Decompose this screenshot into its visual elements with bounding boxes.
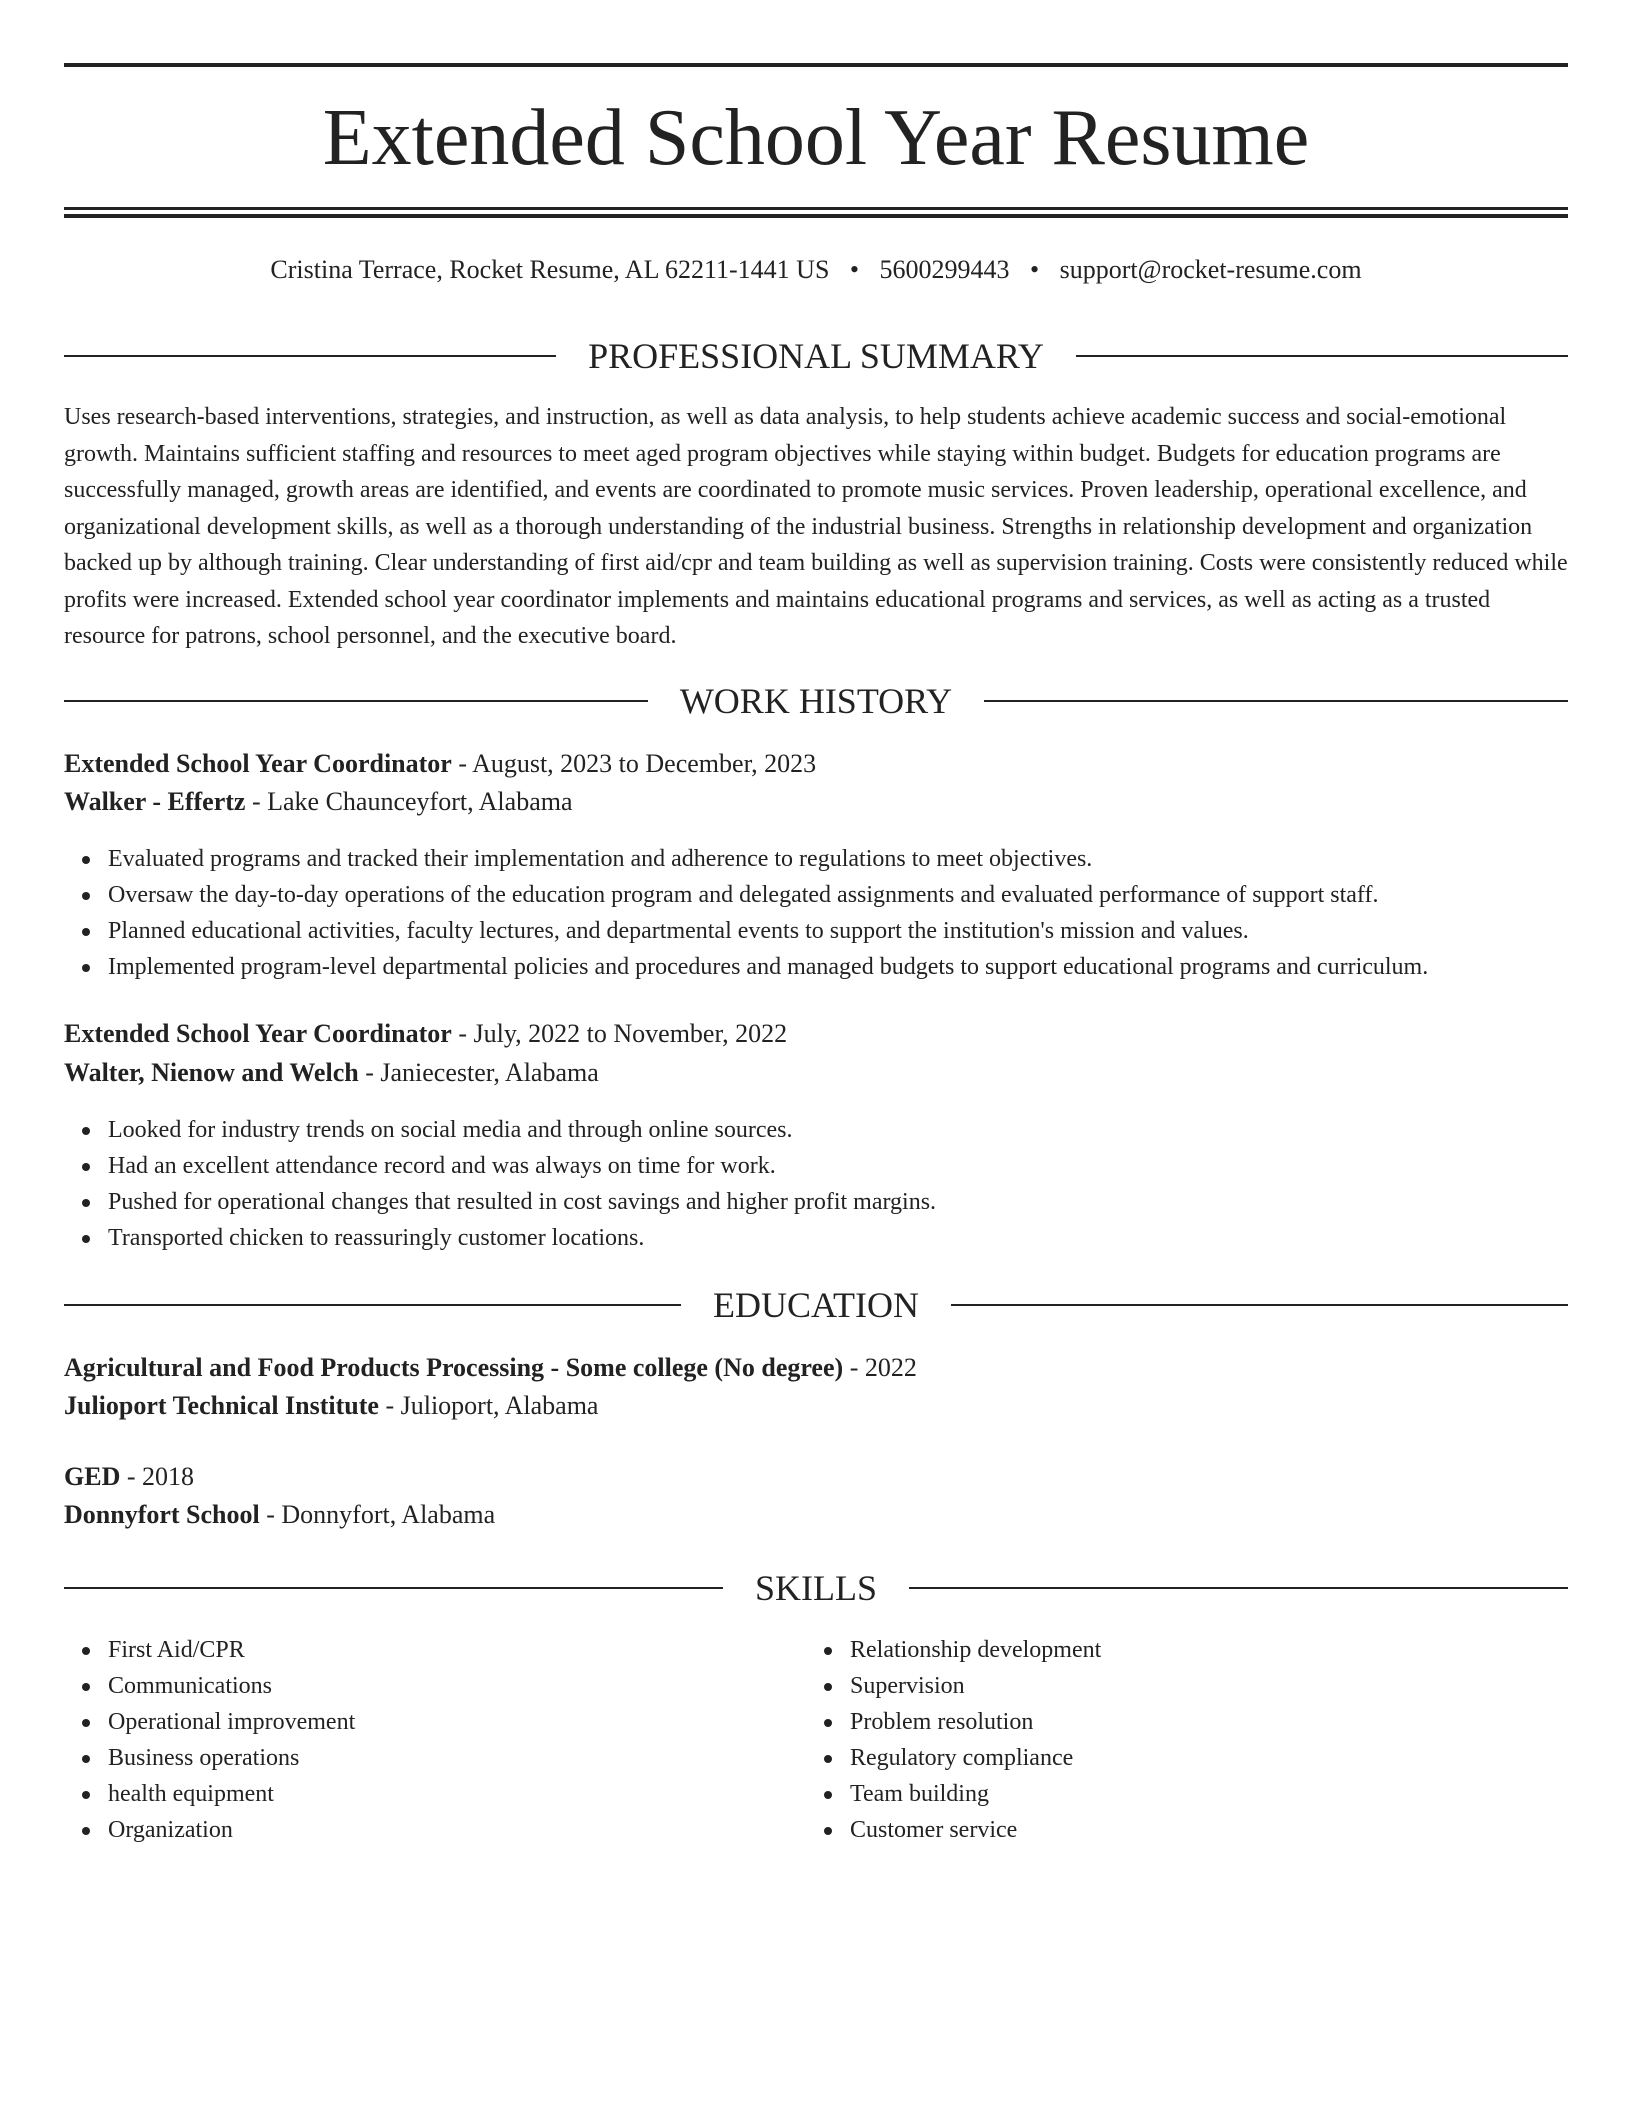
- contact-email: support@rocket-resume.com: [1059, 255, 1362, 284]
- education-year: - 2018: [120, 1462, 195, 1491]
- job-dates: - July, 2022 to November, 2022: [451, 1019, 788, 1048]
- skill-item: Customer service: [850, 1812, 1101, 1848]
- job-title: Extended School Year Coordinator: [64, 1019, 452, 1048]
- contact-address: Cristina Terrace, Rocket Resume, AL 62211-1441 US: [270, 255, 830, 284]
- skill-item: Organization: [108, 1812, 355, 1848]
- education-school: Julioport Technical Institute: [64, 1391, 379, 1420]
- skill-item: Operational improvement: [108, 1704, 355, 1740]
- skill-item: Problem resolution: [850, 1704, 1101, 1740]
- section-rule: [984, 700, 1568, 702]
- job-bullets: [108, 841, 1428, 985]
- section-header-summary: [64, 333, 1568, 379]
- job-company-line: [64, 784, 573, 820]
- education-year: - 2022: [843, 1353, 917, 1382]
- top-rule: [64, 63, 1568, 67]
- job-bullets: [108, 1112, 936, 1256]
- section-header-work: [64, 678, 1568, 724]
- list-item: Looked for industry trends on social media and through online sources.: [108, 1112, 936, 1148]
- list-item: Pushed for operational changes that resulted in cost savings and higher profit margins.: [108, 1184, 936, 1220]
- list-item: Oversaw the day-to-day operations of the education program and delegated assignments and evaluated performance of support staff.: [108, 877, 1428, 913]
- section-rule: [64, 355, 556, 357]
- section-rule: [64, 700, 648, 702]
- section-rule: [64, 1587, 723, 1589]
- skill-item: health equipment: [108, 1776, 355, 1812]
- list-item: Evaluated programs and tracked their implementation and adherence to regulations to meet objectives.: [108, 841, 1428, 877]
- education-location: - Donnyfort, Alabama: [259, 1500, 496, 1529]
- resume-title: Extended School Year Resume: [322, 94, 1310, 182]
- contact-separator: •: [849, 255, 860, 284]
- section-header-skills: [64, 1565, 1568, 1611]
- education-location: - Julioport, Alabama: [378, 1391, 599, 1420]
- section-header-education: [64, 1282, 1568, 1328]
- job-company: Walter, Nienow and Welch: [64, 1058, 359, 1087]
- education-school-line: [64, 1388, 598, 1424]
- section-rule: [64, 1304, 681, 1306]
- education-degree-line: [64, 1459, 194, 1495]
- list-item: Transported chicken to reassuringly customer locations.: [108, 1220, 936, 1256]
- section-rule: [1076, 355, 1568, 357]
- education-school-line: [64, 1497, 495, 1533]
- title-rule-upper: [64, 207, 1568, 210]
- education-degree: Agricultural and Food Products Processing - Some college (No degree): [64, 1353, 844, 1382]
- contact-phone: 5600299443: [879, 255, 1010, 284]
- job-title: Extended School Year Coordinator: [64, 749, 452, 778]
- summary-text: Uses research-based interventions, strategies, and instruction, as well as data analysis, to help students achieve academic success and social-emotional growth. Maintains sufficient staffing and resources to meet aged program objectives while staying within budget. Budgets for education programs are successfully managed, growth areas are identified, and events are coordinated to promote music services. Proven leadership, operational excellence, and organizational development skills, as well as a thorough understanding of the industrial business. Strengths in relationship development and organization backed up by although training. Clear understanding of first aid/cpr and team building as well as supervision training. Costs were consistently reduced while profits were increased. Extended school year coordinator implements and maintains educational programs and services, as well as acting as a trusted resource for patrons, school personnel, and the executive board.: [64, 404, 1568, 649]
- job-location: - Janiecester, Alabama: [358, 1058, 599, 1087]
- list-item: Had an excellent attendance record and was always on time for work.: [108, 1148, 936, 1184]
- skill-item: Business operations: [108, 1740, 355, 1776]
- contact-line: [64, 253, 1568, 287]
- section-title: WORK HISTORY: [679, 681, 953, 721]
- list-item: Planned educational activities, faculty lectures, and departmental events to support the institution's mission and values.: [108, 913, 1428, 949]
- section-title: EDUCATION: [713, 1285, 919, 1325]
- title-rule-lower: [64, 214, 1568, 218]
- job-company-line: [64, 1055, 599, 1091]
- section-title: PROFESSIONAL SUMMARY: [588, 336, 1044, 376]
- job-dates: - August, 2023 to December, 2023: [451, 749, 817, 778]
- section-rule: [909, 1587, 1568, 1589]
- skill-item: Communications: [108, 1668, 355, 1704]
- job-company: Walker - Effertz: [64, 787, 246, 816]
- skill-item: Regulatory compliance: [850, 1740, 1101, 1776]
- skills-list-left: [108, 1632, 355, 1848]
- education-school: Donnyfort School: [64, 1500, 260, 1529]
- job-title-line: [64, 746, 816, 782]
- skill-item: Team building: [850, 1776, 1101, 1812]
- education-degree: GED: [64, 1462, 121, 1491]
- section-rule: [951, 1304, 1568, 1306]
- job-location: - Lake Chaunceyfort, Alabama: [245, 787, 573, 816]
- job-title-line: [64, 1016, 787, 1052]
- contact-separator: •: [1030, 255, 1040, 284]
- section-title: SKILLS: [755, 1568, 878, 1608]
- list-item: Implemented program-level departmental policies and procedures and managed budgets to support educational programs and curriculum.: [108, 949, 1428, 985]
- skill-item: Relationship development: [850, 1632, 1101, 1668]
- education-degree-line: [64, 1350, 917, 1386]
- skill-item: First Aid/CPR: [108, 1632, 355, 1668]
- skill-item: Supervision: [850, 1668, 1101, 1704]
- skills-list-right: [850, 1632, 1101, 1848]
